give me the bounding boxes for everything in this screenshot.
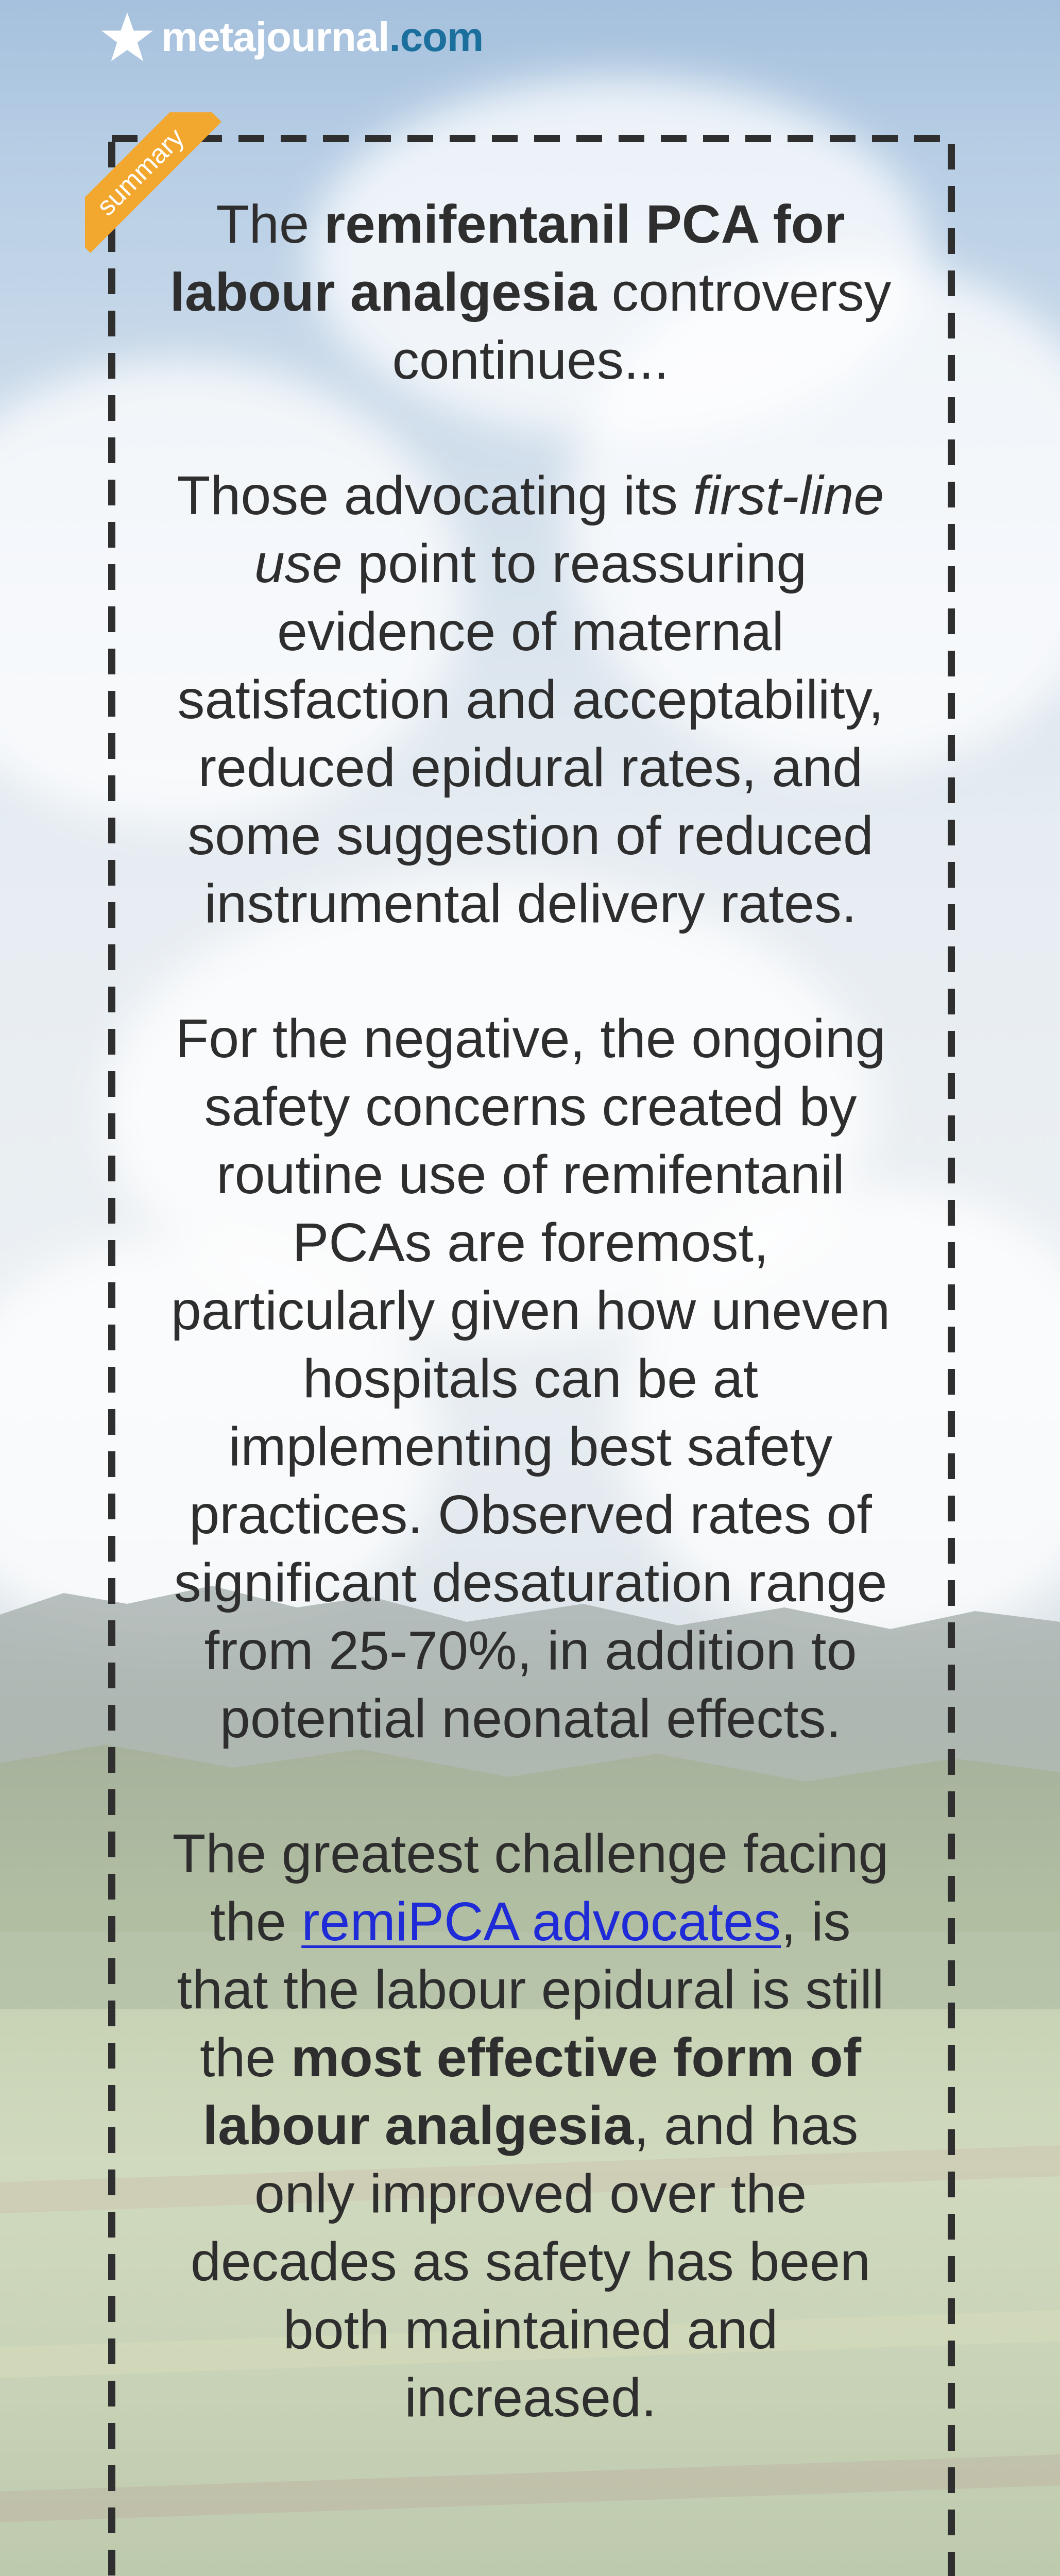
p3-mid: , is that the labour epidural is still the (177, 1891, 884, 2088)
paragraph-challenge (165, 1820, 896, 2432)
p3-pre: The greatest challenge facing the (172, 1823, 889, 1952)
brand-tld: .com (389, 14, 484, 60)
site-logo[interactable] (100, 10, 483, 64)
heading-pre: The (216, 194, 324, 255)
p3-post: , and has only improved over the decades as safety has been both maintained and increased. (190, 2095, 871, 2428)
p1-post: point to reassuring evidence of maternal satisfaction and acceptability, reduced epidural rates, and some suggestion of reduced instrumental delivery rates. (177, 533, 884, 934)
summary-card-content (165, 191, 896, 2499)
p3-bold: most effective form of labour analgesia (202, 2027, 862, 2156)
star-icon (100, 10, 154, 64)
ribbon-label: summary (85, 112, 221, 253)
brand-name: metajournal (161, 14, 389, 60)
card-heading (165, 191, 896, 395)
paragraph-negative: For the negative, the ongoing safety concerns created by routine use of remifentanil PCAs are foremost, particularly given how uneven hospitals can be at implementing best safety practices. Observed rates of significant desaturation range from 25-70%, in addition to potential neonatal effects. (170, 1008, 891, 1749)
brand-wordmark (161, 13, 483, 61)
heading-post: controversy continues... (392, 262, 892, 391)
heading-bold: remifentanil PCA for labour analgesia (169, 194, 845, 323)
p1-italic: first-line use (254, 465, 884, 594)
p1-pre: Those advocating its (177, 465, 693, 526)
remipca-advocates-link[interactable]: remiPCA advocates (301, 1891, 781, 1952)
paragraph-advocates (165, 462, 896, 938)
